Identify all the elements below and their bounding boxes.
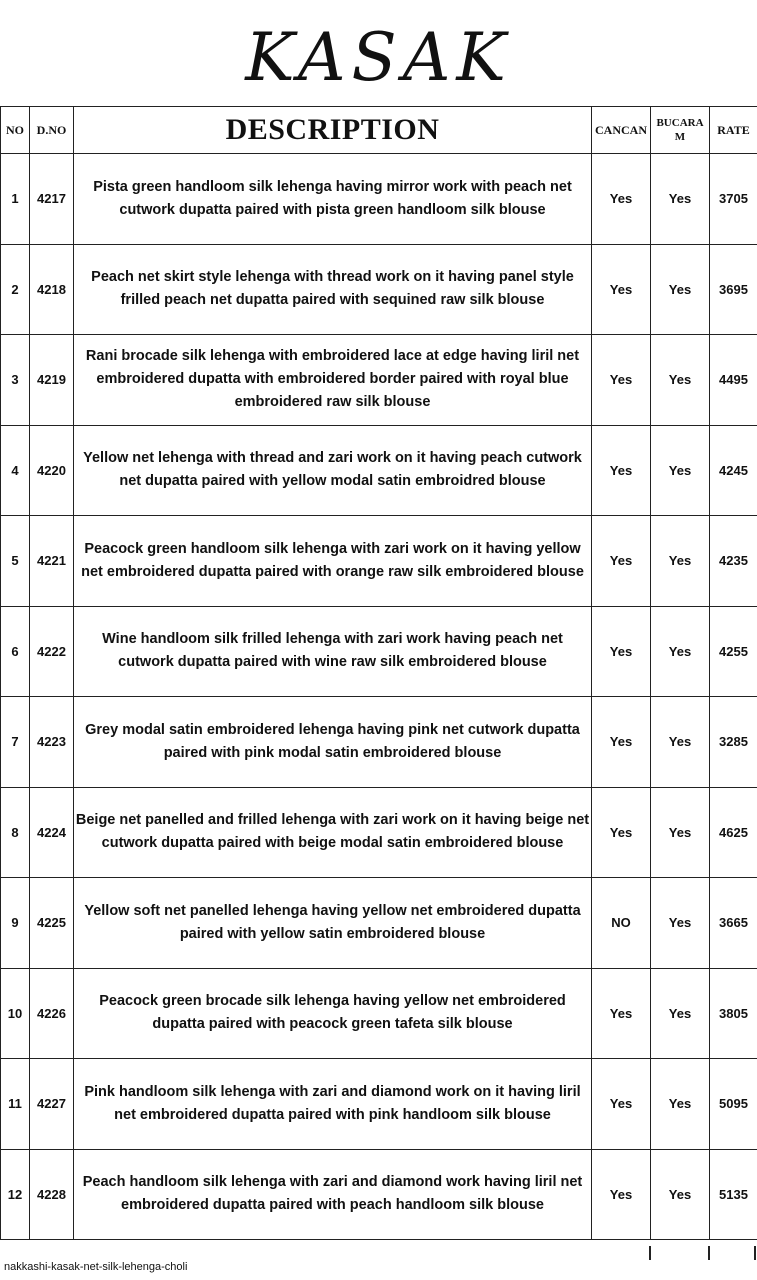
table-row bbox=[1, 1059, 757, 1150]
cell-description: Peacock green handloom silk lehenga with zari work on it having yellow net embroidered dupatta paired with orange raw silk embroidered blouse bbox=[74, 516, 592, 607]
cell-rate: 3285 bbox=[710, 697, 757, 788]
cell-no: 9 bbox=[1, 878, 30, 969]
cell-rate: 4245 bbox=[710, 425, 757, 516]
table-row bbox=[1, 697, 757, 788]
cell-bucaram: Yes bbox=[651, 697, 710, 788]
header-design-no: D.NO bbox=[30, 107, 74, 154]
cell-design-no: 4219 bbox=[30, 335, 74, 426]
cell-rate: 4495 bbox=[710, 335, 757, 426]
cell-design-no: 4228 bbox=[30, 1149, 74, 1240]
cell-no: 8 bbox=[1, 787, 30, 878]
table-row bbox=[1, 516, 757, 607]
cell-no: 6 bbox=[1, 606, 30, 697]
cell-bucaram: Yes bbox=[651, 1059, 710, 1150]
cell-bucaram: Yes bbox=[651, 606, 710, 697]
header-cancan: CANCAN bbox=[592, 107, 651, 154]
cell-description: Yellow soft net panelled lehenga having yellow net embroidered dupatta paired with yellow satin embroidered blouse bbox=[74, 878, 592, 969]
product-table bbox=[0, 106, 757, 1240]
cell-cancan: Yes bbox=[592, 1149, 651, 1240]
cell-no: 4 bbox=[1, 425, 30, 516]
cell-cancan: Yes bbox=[592, 968, 651, 1059]
cell-no: 5 bbox=[1, 516, 30, 607]
cell-bucaram: Yes bbox=[651, 878, 710, 969]
cell-description: Peach handloom silk lehenga with zari and diamond work having liril net embroidered dupatta paired with peach handloom silk blouse bbox=[74, 1149, 592, 1240]
cell-design-no: 4218 bbox=[30, 244, 74, 335]
table-row bbox=[1, 1149, 757, 1240]
cell-bucaram: Yes bbox=[651, 968, 710, 1059]
cell-bucaram: Yes bbox=[651, 154, 710, 245]
cell-description: Peach net skirt style lehenga with thread work on it having panel style frilled peach net dupatta paired with sequined raw silk blouse bbox=[74, 244, 592, 335]
cell-description: Yellow net lehenga with thread and zari work on it having peach cutwork net dupatta paired with yellow modal satin embroidred blouse bbox=[74, 425, 592, 516]
cell-design-no: 4221 bbox=[30, 516, 74, 607]
cell-cancan: Yes bbox=[592, 1059, 651, 1150]
cell-bucaram: Yes bbox=[651, 1149, 710, 1240]
cell-cancan: Yes bbox=[592, 516, 651, 607]
table-header-row bbox=[1, 107, 757, 154]
cell-rate: 3695 bbox=[710, 244, 757, 335]
cell-description: Pink handloom silk lehenga with zari and diamond work on it having liril net embroidered dupatta paired with pink handloom silk blouse bbox=[74, 1059, 592, 1150]
cell-no: 12 bbox=[1, 1149, 30, 1240]
cell-description: Rani brocade silk lehenga with embroidered lace at edge having liril net embroidered dupatta with embroidered border paired with royal blue embroidered raw silk blouse bbox=[74, 335, 592, 426]
cell-design-no: 4224 bbox=[30, 787, 74, 878]
cell-design-no: 4223 bbox=[30, 697, 74, 788]
cell-cancan: Yes bbox=[592, 425, 651, 516]
cell-design-no: 4217 bbox=[30, 154, 74, 245]
table-row bbox=[1, 878, 757, 969]
cell-no: 1 bbox=[1, 154, 30, 245]
cell-cancan: Yes bbox=[592, 697, 651, 788]
cell-no: 3 bbox=[1, 335, 30, 426]
cell-cancan: Yes bbox=[592, 787, 651, 878]
cell-bucaram: Yes bbox=[651, 787, 710, 878]
cell-no: 10 bbox=[1, 968, 30, 1059]
cell-cancan: NO bbox=[592, 878, 651, 969]
cell-no: 7 bbox=[1, 697, 30, 788]
table-edge-tick bbox=[649, 1246, 651, 1260]
table-edge-tick bbox=[754, 1246, 756, 1260]
table-row bbox=[1, 425, 757, 516]
brand-title: KASAK bbox=[245, 19, 512, 96]
cell-cancan: Yes bbox=[592, 335, 651, 426]
header-no: NO bbox=[1, 107, 30, 154]
table-row bbox=[1, 154, 757, 245]
image-caption: nakkashi-kasak-net-silk-lehenga-choli bbox=[4, 1261, 188, 1273]
header-bucaram: BUCARA M bbox=[651, 107, 710, 154]
cell-description: Wine handloom silk frilled lehenga with zari work having peach net cutwork dupatta paired with wine raw silk embroidered blouse bbox=[74, 606, 592, 697]
cell-cancan: Yes bbox=[592, 244, 651, 335]
cell-rate: 3805 bbox=[710, 968, 757, 1059]
table-row bbox=[1, 244, 757, 335]
table-edge-tick bbox=[708, 1246, 710, 1260]
cell-rate: 3705 bbox=[710, 154, 757, 245]
cell-design-no: 4226 bbox=[30, 968, 74, 1059]
cell-description: Beige net panelled and frilled lehenga with zari work on it having beige net cutwork dupatta paired with beige modal satin embroidered blouse bbox=[74, 787, 592, 878]
table-row bbox=[1, 335, 757, 426]
table-row bbox=[1, 968, 757, 1059]
cell-design-no: 4222 bbox=[30, 606, 74, 697]
table-row bbox=[1, 787, 757, 878]
cell-no: 2 bbox=[1, 244, 30, 335]
cell-rate: 5135 bbox=[710, 1149, 757, 1240]
cell-rate: 4235 bbox=[710, 516, 757, 607]
cell-rate: 5095 bbox=[710, 1059, 757, 1150]
cell-design-no: 4225 bbox=[30, 878, 74, 969]
cell-rate: 4625 bbox=[710, 787, 757, 878]
cell-design-no: 4227 bbox=[30, 1059, 74, 1150]
cell-no: 11 bbox=[1, 1059, 30, 1150]
table-row bbox=[1, 606, 757, 697]
cell-rate: 4255 bbox=[710, 606, 757, 697]
cell-bucaram: Yes bbox=[651, 244, 710, 335]
header-rate: RATE bbox=[710, 107, 757, 154]
cell-cancan: Yes bbox=[592, 606, 651, 697]
cell-bucaram: Yes bbox=[651, 335, 710, 426]
cell-bucaram: Yes bbox=[651, 425, 710, 516]
cell-description: Pista green handloom silk lehenga having mirror work with peach net cutwork dupatta paired with pista green handloom silk blouse bbox=[74, 154, 592, 245]
cell-rate: 3665 bbox=[710, 878, 757, 969]
cell-bucaram: Yes bbox=[651, 516, 710, 607]
cell-cancan: Yes bbox=[592, 154, 651, 245]
cell-description: Peacock green brocade silk lehenga having yellow net embroidered dupatta paired with peacock green tafeta silk blouse bbox=[74, 968, 592, 1059]
cell-design-no: 4220 bbox=[30, 425, 74, 516]
cell-description: Grey modal satin embroidered lehenga having pink net cutwork dupatta paired with pink modal satin embroidered blouse bbox=[74, 697, 592, 788]
header-description: DESCRIPTION bbox=[74, 107, 592, 154]
